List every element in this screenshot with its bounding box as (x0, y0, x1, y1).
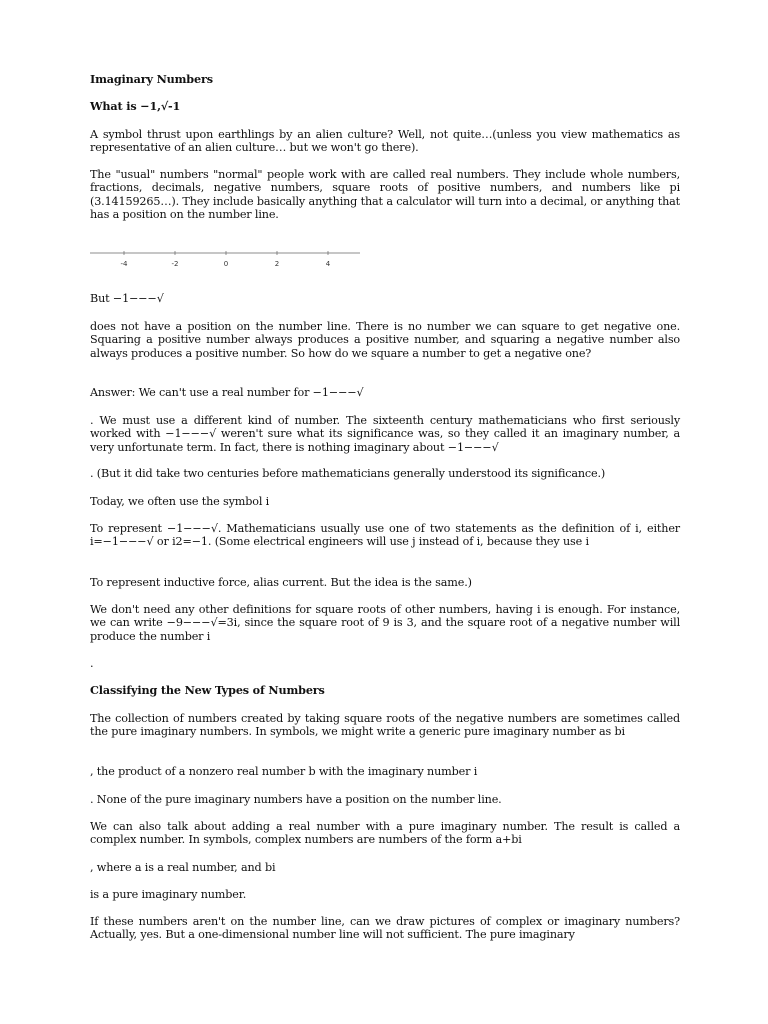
paragraph-product: , the product of a nonzero real number b with the imaginary number i (90, 765, 478, 778)
paragraph-represent: To represent −1−−−√. Mathematicians usually use one of two statements as the definition of i, either i=−1−−−√ or i2=−1. (Some electrical engineers will use j instead of i, because they use i (90, 522, 680, 549)
paragraph-if-these: If these numbers aren't on the number line, can we draw pictures of complex or imaginary numbers? Actually, yes. But a one-dimensional number line will not sufficient. The pure imaginary (90, 915, 680, 942)
number-line-tick-label: 0 (223, 260, 229, 268)
paragraph-must-use: . We must use a different kind of number. The sixteenth century mathematicians who first seriously worked with −1−−−√ weren't sure what its significance was, so they called it an imaginary number, a very unfortunate term. In fact, there is nothing imaginary about −1−−−√ (90, 414, 680, 454)
paragraph-two-centuries: . (But it did take two centuries before mathematicians generally understood its significance.) (90, 467, 606, 480)
document-title: Imaginary Numbers (90, 72, 213, 86)
paragraph-usual-numbers: The "usual" numbers "normal" people work with are called real numbers. They include whole numbers, fractions, decimals, negative numbers, square roots of positive numbers, and numbers like pi (3.14159265…). They include basically anything that a calculator will turn into a decimal, or anything that has a position on the number line. (90, 168, 680, 222)
paragraph-but: But −1−−−√ (90, 292, 164, 305)
paragraph-no-definitions: We don't need any other definitions for square roots of other numbers, having i is enough. For instance, we can write −9−−−√=3i, since the square root of 9 is 3, and the square root of a negative number will produce the number i (90, 603, 680, 643)
paragraph-where: , where a is a real number, and bi (90, 861, 276, 874)
number-line-ticks (121, 251, 331, 268)
paragraph-dot: . (90, 657, 94, 670)
paragraph-today: Today, we often use the symbol i (90, 495, 270, 508)
paragraph-is-pure: is a pure imaginary number. (90, 888, 247, 901)
section-heading-classifying: Classifying the New Types of Numbers (90, 683, 325, 697)
paragraph-symbol: A symbol thrust upon earthlings by an alien culture? Well, not quite…(unless you view mathematics as representative of an alien culture… but we won't go there). (90, 128, 680, 155)
paragraph-inductive: To represent inductive force, alias current. But the idea is the same.) (90, 576, 472, 589)
paragraph-answer: Answer: We can't use a real number for −1−−−√ (90, 386, 364, 399)
number-line-figure (90, 248, 365, 272)
what-is-line: What is −1,√-1 (90, 99, 181, 113)
paragraph-no-position: does not have a position on the number line. There is no number we can square to get negative one. Squaring a positive number always produces a positive number, and squaring a negative number also always produces a positive number. So how do we square a number to get a negative one? (90, 320, 680, 360)
number-line-tick-label: 2 (274, 260, 280, 268)
number-line-tick-label: -2 (171, 260, 179, 268)
number-line-tick-label: -4 (120, 260, 128, 268)
paragraph-adding: We can also talk about adding a real number with a pure imaginary number. The result is called a complex number. In symbols, complex numbers are numbers of the form a+bi (90, 820, 680, 847)
paragraph-none-on-line: . None of the pure imaginary numbers have a position on the number line. (90, 793, 502, 806)
number-line-tick-label: 4 (325, 260, 331, 268)
paragraph-collection: The collection of numbers created by taking square roots of the negative numbers are sometimes called the pure imaginary numbers. In symbols, we might write a generic pure imaginary number as bi (90, 712, 680, 739)
